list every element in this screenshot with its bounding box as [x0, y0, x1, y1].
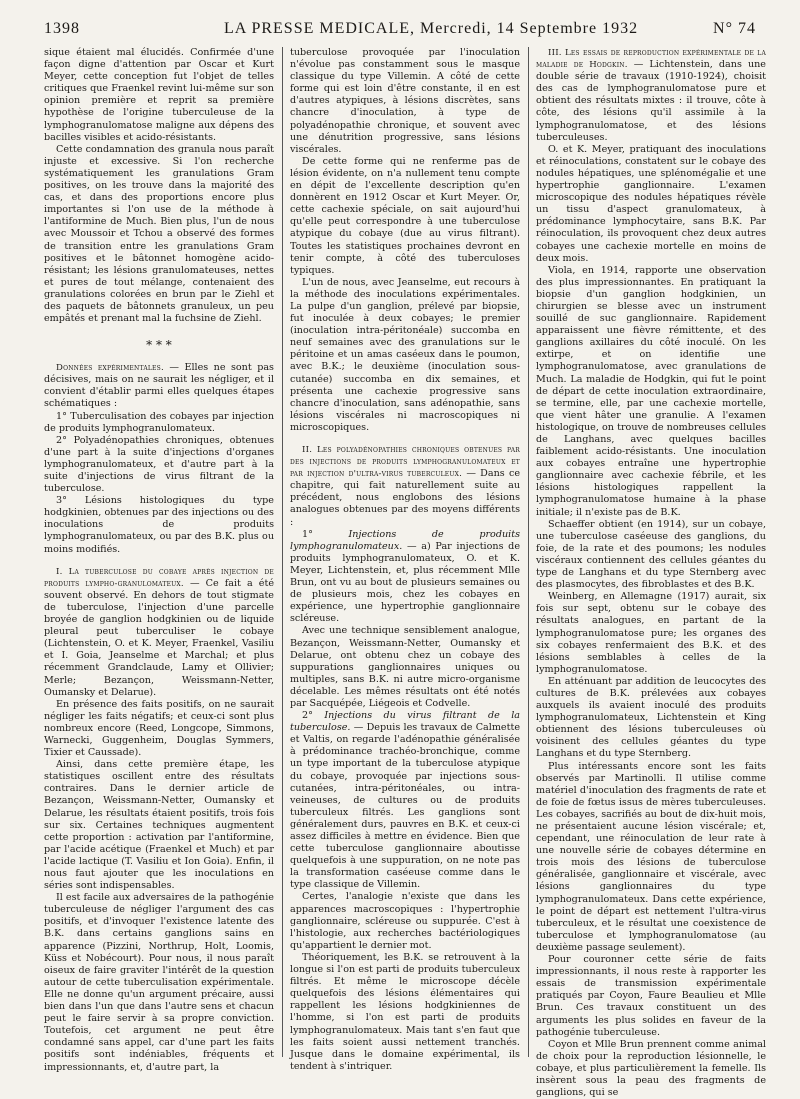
paragraph: sique étaient mal élucidés. Confirmée d'une façon digne d'attention par Oscar et Kurt Meyer, cette conception fut l'objet de telles critiques que Fraenkel revint lui-même sur son opinion première et reprit sa première hypothèse de l'origine tuberculeuse de la lymphogranulomatose maligne aux dépens des bacilles visibles et acido-résistants.	[44, 47, 274, 143]
paragraph: Plus intéressants encore sont les faits observés par Martinolli. Il utilise comme matériel d'inoculation des fragments de rate et de foie de fœtus issus de mères tuberculeuses. Les cobayes, sacrifiés au bout de dix-huit mois, ne présentaient aucune lésion viscérale; et, cependant, une réinoculation de leur rate à une nouvelle série de cobayes détermine en trois mois des lésions de tuberculose généralisée, ganglionnaire et viscérale, avec lésions ganglionnaires du type lymphogranulomateux. Dans cette expérience, le point de départ est nettement l'ultra-virus tuberculeux, et le résultat une coexistence de tuberculose et lymphogranulomatose (au deuxième passage seulement).	[536, 760, 766, 953]
paragraph-text: — Ce fait a été souvent observé. En dehors de tout stigmate de tuberculose, l'injection d'une parcelle broyée de ganglion hodgkinien ou de liquide pleural peut tuberculiser le cobaye (Lichtenstein, O. et K. Meyer, Fraenkel, Vasiliu et I. Goia, Jeanselme et Marchal; et plus récemment Grandclaude, Lamy et Ollivier; Merle; Bezançon, Weissmann-Netter, Oumansky et Delarue).	[44, 577, 275, 698]
section-heading: Données expérimentales.	[56, 363, 164, 374]
paragraph	[290, 529, 520, 626]
paragraph-text: — Lichtenstein, dans une double série de travaux (1910-1924), choisit des cas de lymphogranulomatose pure et obtient des résultats mixtes : il trouve, côte à côte, des lésions qu'il assimile à la lymphogranulomatose, et des lésions tuberculeuses.	[536, 59, 766, 143]
paragraph-text: — Depuis les travaux de Calmette et Valtis, on regarde l'adénopathie généralisée à prédominance trachéo-bronchique, comme un type important de la tuberculose atypique du cobaye, provoquée par injections sous-cutanées, intra-péritonéales, ou intra-veineuses, de cultures ou de produits tuberculeux filtrés. Les ganglions sont généralement durs, pauvres en B.K. et ceux-ci assez difficiles à mettre en évidence. Bien que cette tuberculose ganglionnaire aboutisse quelquefois à une suppuration, on ne note pas la transformation caséeuse comme dans le type classique de Villemin.	[290, 722, 520, 891]
subsection-heading: Injections du virus filtrant de la tuberculose.	[290, 710, 520, 734]
issue-number: N° 74	[713, 20, 756, 37]
subsection-heading: Injections de produits lymphogranulomateux.	[290, 528, 521, 552]
article-body	[44, 47, 766, 1099]
paragraph	[44, 566, 274, 699]
list-item: 3° Lésions histologiques du type hodgkinien, obtenues par des injections ou des inoculations de produits lymphogranulomateux, ou par des B.K. plus ou moins modifiés.	[44, 495, 274, 555]
journal-title: LA PRESSE MEDICALE, Mercredi, 14 Septembre 1932	[224, 20, 639, 37]
page-header	[44, 20, 756, 40]
paragraph	[290, 710, 520, 891]
paragraph	[44, 362, 274, 410]
paragraph: O. et K. Meyer, pratiquant des inoculations et réinoculations, constatent sur le cobaye des nodules hépatiques, une splénomégalie et une hypertrophie ganglionnaire. L'examen microscopique des nodules hépatiques révèle un tissu d'aspect granulomateux, à prédominance lymphocytaire, sans B.K. Par réinoculation, ils provoquent chez deux autres cobayes une cachexie mortelle en moins de deux mois.	[536, 143, 766, 264]
paragraph: Viola, en 1914, rapporte une observation des plus impressionnantes. En pratiquant la biopsie d'un ganglion hodgkinien, un chirurgien se blesse avec un instrument souillé de suc ganglionnaire. Rapidement apparaissent une fièvre rémittente, et des ganglions axillaires du côté inoculé. On les extirpe, et on identifie une lymphogranulomatose, avec granulations de Much. La maladie de Hodgkin, qui fut le point de départ de cette inoculation extraordinaire, se termine, elle, par une cachexie mortelle, que vient hâter une granulie. A l'examen histologique, on trouve de nombreuses cellules de Langhans, avec quelques bacilles faiblement acido-résistants. Une inoculation aux cobayes entraîne une hypertrophie ganglionnaire avec cachexie fébrile, et les lésions histologiques rappellent la lymphogranulomatose humaine à la phase initiale; il n'existe pas de B.K.	[536, 264, 766, 518]
paragraph: Il est facile aux adversaires de la pathogénie tuberculeuse de négliger l'argument des cas positifs, et d'invoquer l'existence latente des B.K. dans certains ganglions sains en apparence (Pizzini, Northrup, Holt, Loomis, Küss et Nobécourt). Pour nous, il nous paraît oiseux de faire graviter l'intérêt de la question autour de cette tuberculisation expérimentale. Elle ne donne qu'un argument précaire, aussi bien dans l'un que dans l'autre sens et chacun peut le faire servir à sa propre conviction. Toutefois, cet argument ne peut être condamné sans appel, car d'une part les faits positifs sont indéniables, fréquents et impressionnants, et, d'autre part, la	[44, 892, 274, 1073]
paragraph: Schaeffer obtient (en 1914), sur un cobaye, une tuberculose caséeuse des ganglions, du foie, de la rate et des poumons; les nodules viscéraux contiennent des cellules géantes du type de Langhans et du type Sternberg avec des plasmocytes, des fibroblastes et des B.K.	[536, 518, 766, 591]
paragraph: Certes, l'analogie n'existe que dans les apparences macroscopiques : l'hypertrophie ganglionnaire, scléreuse ou suppurée. C'est à l'histologie, aux recherches bactériologiques qu'appartient le dernier mot.	[290, 891, 520, 951]
paragraph: tuberculose provoquée par l'inoculation n'évolue pas constamment sous le masque classique du type Villemin. A côté de cette forme qui est loin d'être constante, il en est d'autres atypiques, à lésions discrètes, sans chancre d'inoculation, à type de polyadénopathie chronique, et souvent avec une dénutrition progressive, sans lésions viscérales.	[290, 47, 520, 155]
section-heading: III. Les essais de reproduction expérimentale de la maladie de Hodgkin.	[536, 48, 766, 71]
paragraph: Weinberg, en Allemagne (1917) aurait, six fois sur sept, obtenu sur le cobaye des résultats analogues, en partant de la lymphogranulomatose pure; les organes des six cobayes renfermaient des B.K. et des lésions semblables à celles de la lymphogranulomatose.	[536, 591, 766, 675]
column-1	[44, 47, 275, 1073]
paragraph	[536, 47, 766, 144]
list-item: 1° Tuberculisation des cobayes par injection de produits lymphogranulomateux.	[44, 410, 274, 434]
section-heading: II. Les polyadénopathies chroniques obtenues par des injections de produits lymphogranulomateux et par injection d'ultra-virus tuberculeux.	[290, 445, 520, 480]
paragraph: Cette condamnation des granula nous paraît injuste et excessive. Si l'on recherche systématiquement les granulations Gram positives, on les trouve dans la majorité des cas, et dans des proportions encore plus importantes si l'on use de la méthode à l'antiformine de Much. Bien plus, l'un de nous avec Moussoir et Tchou a observé des formes de transition entre les granulations Gram positives et le bâtonnet homogène acido-résistant; les lésions granulomateuses, nettes et pures de tout mélange, contenaient des granulations colorées en brun par le Ziehl et des paquets de bâtonnets granuleux, un peu empâtés et prenant mal la fuchsine de Ziehl.	[44, 143, 274, 325]
paragraph: En présence des faits positifs, on ne saurait négliger les faits négatifs; et ceux-ci sont plus nombreux encore (Reed, Longcope, Simmons, Warnecki, Guggenheim, Douglas Symmers, Tixier et Caussade).	[44, 698, 274, 759]
section-separator: * * *	[146, 338, 172, 353]
paragraph: Avec une technique sensiblement analogue, Bezançon, Weissmann-Netter, Oumansky et Delarue, ont obtenu chez un cobaye des suppurations ganglionnaires uniques ou multiples, sans B.K. ni autre micro-organisme décelable. Les mêmes résultats ont été notés par Sacquépée, Liégeois et Codvelle.	[290, 625, 520, 709]
paragraph: En atténuant par addition de leucocytes des cultures de B.K. prélevées aux cobayes auxquels ils avaient inoculé des produits lymphogranulomateux, Lichtenstein et King obtiennent des lésions tuberculeuses où voisinent des cellules géantes du type Langhans et du type Sternberg.	[536, 675, 766, 760]
paragraph: Pour couronner cette série de faits impressionnants, il nous reste à rapporter les essais de transmission expérimentale pratiqués par Coyon, Faure Beaulieu et Mlle Brun. Ces travaux constituent un des arguments les plus solides en faveur de la pathogénie tuberculeuse.	[536, 954, 766, 1038]
list-number: 2°	[302, 710, 325, 722]
column-3	[536, 47, 766, 1099]
list-number: 1°	[302, 528, 349, 540]
paragraph-text: — Dans ce chapitre, qui fait naturellement suite au précédent, nous englobons des lésions analogues obtenues par des moyens différents :	[290, 468, 521, 528]
paragraph: De cette forme qui ne renferme pas de lésion évidente, on n'a nullement tenu compte en dépit de l'excellente description qu'en donnèrent en 1912 Oscar et Kurt Meyer. Or, cette cachexie spéciale, on sait aujourd'hui qu'elle peut correspondre à une tuberculose atypique du cobaye (due au virus filtrant). Toutes les statistiques prochaines devront en tenir compte, à côté des tuberculoses typiques.	[290, 155, 520, 276]
page-number: 1398	[44, 20, 80, 37]
paragraph	[290, 444, 520, 529]
section-heading: I. La tuberculose du cobaye après injection de produits lympho-granulomateux.	[44, 566, 274, 589]
paragraph: Théoriquement, les B.K. se retrouvent à la longue si l'on est parti de produits tuberculeux filtrés. Et même le microscope décèle quelquefois des lésions élémentaires qui rappellent les lésions hodgkiniennes de l'homme, si l'on est parti de produits lymphogranulomateux. Mais tant s'en faut que les faits soient aussi nettement tranchés. Jusque dans le domaine expérimental, ils tendent à s'intriquer.	[290, 951, 520, 1072]
paragraph: Coyon et Mlle Brun prennent comme animal de choix pour la reproduction lésionnelle, le cobaye, et plus particulièrement la femelle. Ils insèrent sous la peau des fragments de ganglions, qui se	[536, 1038, 766, 1099]
column-2	[290, 47, 521, 1072]
paragraph: L'un de nous, avec Jeanselme, eut recours à la méthode des inoculations expérimentales. La pulpe d'un ganglion, prélevé par biopsie, fut inoculée à deux cobayes; le premier (inoculation intra-péritonéale) succomba en neuf semaines avec des granulations sur le péritoine et un amas caséeux dans le poumon, avec B.K.; le deuxième (inoculation sous-cutanée) succomba en dix semaines, et présenta une cachexie progressive sans chancre d'inoculation, sans adénopathie, sans lésions viscérales ni macroscopiques ni microscopiques.	[290, 276, 520, 433]
paragraph: Ainsi, dans cette première étape, les statistiques oscillent entre des résultats contraires. Dans le dernier article de Bezançon, Weissmann-Netter, Oumansky et Delarue, les résultats étaient positifs, trois fois sur six. Certaines techniques augmentent cette proportion : activation par l'antiformine, par l'acide acétique (Fraenkel et Much) et par l'acide lactique (T. Vasiliu et Ion Goia). Enfin, il nous faut ajouter que les inoculations en séries sont indispensables.	[44, 759, 274, 892]
paragraph-text: — Elles ne sont pas décisives, mais on ne saurait les négliger, et il convient d'établir parmi elles quelques étapes schématiques :	[44, 362, 274, 410]
paragraph-text: — a) Par injections de produits lymphogranulomateux, O. et K. Meyer, Lichtenstein, et, plus récemment Mlle Brun, ont vu au bout de plusieurs semaines ou de plusieurs mois, chez les cobayes en expérience, une hypertrophie ganglionnaire scléreuse.	[290, 540, 520, 625]
list-item: 2° Polyadénopathies chroniques, obtenues d'une part à la suite d'injections d'organes lymphogranulomateux, et d'autre part à la suite d'injections de virus filtrant de la tuberculose.	[44, 434, 274, 495]
